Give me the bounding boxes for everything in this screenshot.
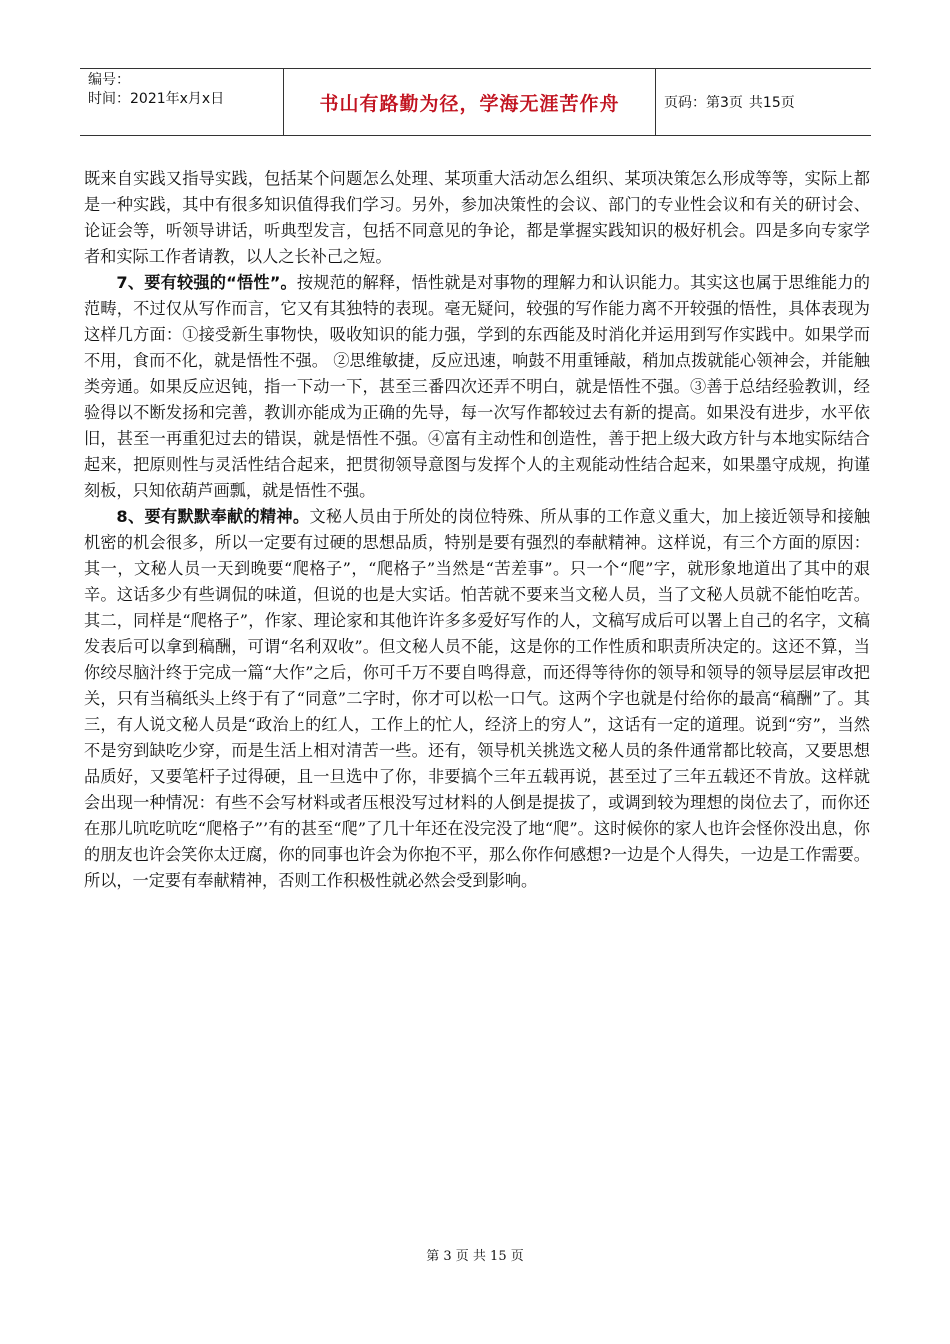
document-date: 时间：2021年x月x日 <box>88 91 225 107</box>
header-page-number: 页码：第3页 <box>664 95 743 111</box>
page-header <box>80 68 871 136</box>
footer-page-number: 第 3 页 共 15 页 <box>426 1249 524 1264</box>
header-motto-cell <box>284 69 656 135</box>
header-motto: 书山有路勤为径，学海无涯苦作舟 <box>319 92 620 115</box>
paragraph-insight-text: 按规范的解释，悟性就是对事物的理解力和认识能力。其实这也属于思维能力的范畴，不过仅从写作而言，它又有其独特的表现。毫无疑问，较强的写作能力离不开较强的悟性，具体表现为这样几方面：①接受新生事物快，吸收知识的能力强，学到的东西能及时消化并运用到写作实践中。如果学而不用，食而不化，就是悟性不强。 ②思维敏捷，反应迅速，响鼓不用重锤敲，稍加点拨就能心领神会，并能触类旁通。如果反应迟钝，指一下动一下，甚至三番四次还弄不明白，就是悟性不强。③善于总结经验教训，经验得以不断发扬和完善，教训亦能成为正确的先导，每一次写作都较过去有新的提高。如果没有进步，水平依旧，甚至一再重犯过去的错误，就是悟性不强。④富有主动性和创造性，善于把上级大政方针与本地实际结合起来，把原则性与灵活性结合起来，把贯彻领导意图与发挥个人的主观能动性结合起来，如果墨守成规，拘谨刻板，只知依葫芦画瓢，就是悟性不强。 <box>84 273 870 500</box>
paragraph-insight <box>84 270 870 504</box>
document-number-label: 编号： <box>88 72 130 88</box>
header-page-info <box>656 69 871 135</box>
section-heading-insight: 7、要有较强的“悟性”。 <box>116 273 297 292</box>
paragraph-dedication-text: 文秘人员由于所处的岗位特殊、所从事的工作意义重大，加上接近领导和接触机密的机会很多，所以一定要有过硬的思想品质，特别是要有强烈的奉献精神。这样说，有三个方面的原因：其一，文秘人员一天到晚要“爬格子”，“爬格子”当然是“苦差事”。只一个“爬”字，就形象地道出了其中的艰辛。这话多少有些调侃的味道，但说的也是大实话。怕苦就不要来当文秘人员，当了文秘人员就不能怕吃苦。其二，同样是“爬格子”，作家、理论家和其他许许多多爱好写作的人，文稿写成后可以署上自己的名字，文稿发表后可以拿到稿酬，可谓“名利双收”。但文秘人员不能，这是你的工作性质和职责所决定的。这还不算，当你绞尽脑汁终于完成一篇“大作”之后，你可千万不要自鸣得意，而还得等待你的领导和领导的领导层层审改把关，只有当稿纸头上终于有了“同意”二字时，你才可以松一口气。这两个字也就是付给你的最高“稿酬”了。其三，有人说文秘人员是“政治上的红人，工作上的忙人，经济上的穷人”，这话有一定的道理。说到“穷”，当然不是穷到缺吃少穿，而是生活上相对清苦一些。还有，领导机关挑选文秘人员的条件通常都比较高，又要思想品质好，又要笔杆子过得硬，且一旦选中了你，非要搞个三年五载再说，甚至过了三年五载还不肯放。这样就会出现一种情况：有些不会写材料或者压根没写过材料的人倒是提拔了，或调到较为理想的岗位去了，而你还在那儿吭吃吭吃“爬格子”’有的甚至“爬”了几十年还在没完没了地“爬”。这时候你的家人也许会怪你没出息，你的朋友也许会笑你太迂腐，你的同事也许会为你抱不平，那么你作何感想?一边是个人得失，一边是工作需要。所以，一定要有奉献精神，否则工作积极性就必然会受到影响。 <box>84 507 871 890</box>
header-meta <box>80 69 284 135</box>
paragraph-dedication <box>84 504 870 894</box>
paragraph-continuation: 既来自实践又指导实践，包括某个问题怎么处理、某项重大活动怎么组织、某项决策怎么形成等等，实际上都是一种实践，其中有很多知识值得我们学习。另外，参加决策性的会议、部门的专业性会议和有关的研讨会、论证会等，听领导讲话，听典型发言，包括不同意见的争论，都是掌握实践知识的极好机会。四是多向专家学者和实际工作者请教，以人之长补己之短。 <box>84 169 870 266</box>
header-page-total: 共15页 <box>748 95 795 111</box>
section-heading-dedication: 8、要有默默奉献的精神。 <box>116 507 310 526</box>
page-footer <box>0 1245 950 1264</box>
document-body <box>84 166 870 894</box>
